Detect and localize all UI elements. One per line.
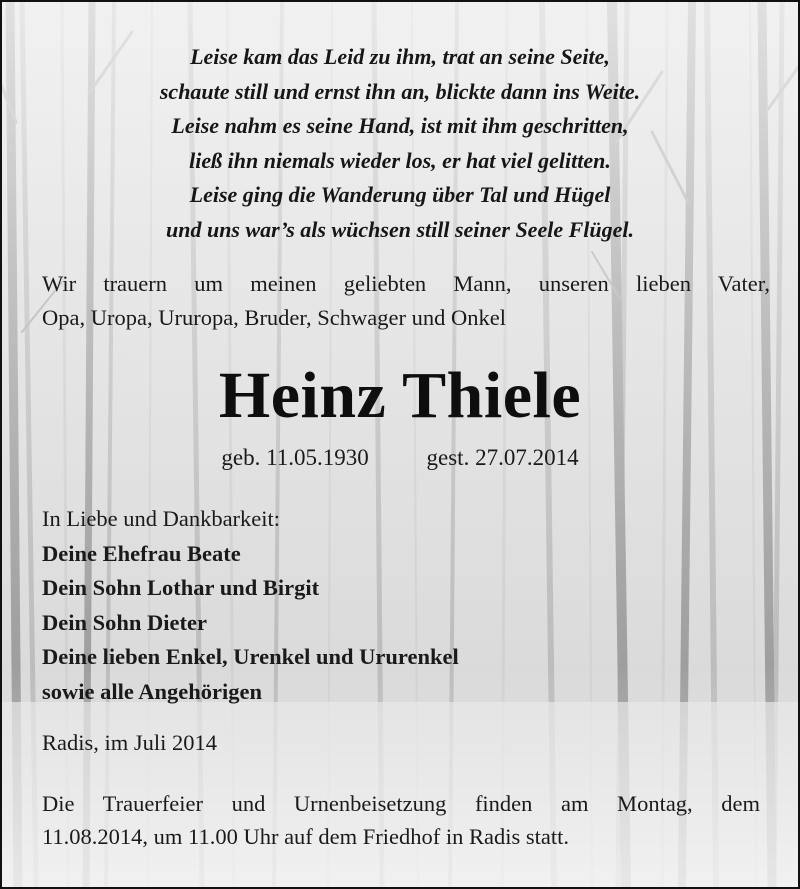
poem-line: ließ ihn niemals wieder los, er hat viel gelitten. — [189, 147, 611, 173]
intro-line: Opa, Uropa, Ururopa, Bruder, Schwager und Onkel — [42, 305, 506, 330]
service-line: 11.08.2014, um 11.00 Uhr auf dem Friedhof in Radis statt. — [42, 824, 570, 849]
mourner-entry: Deine Ehefrau Beate — [42, 540, 241, 566]
intro-line: Wir trauern um meinen geliebten Mann, unseren lieben Vater, — [42, 271, 770, 296]
death-date: gest. 27.07.2014 — [426, 445, 579, 470]
memorial-poem — [2, 40, 798, 247]
mourner-entry: Dein Sohn Lothar und Birgit — [42, 575, 320, 600]
poem-line: schaute still und ernst ihn an, blickte dann ins Weite. — [159, 78, 641, 104]
mourner-entry: Deine lieben Enkel, Urenkel und Ururenkel — [42, 644, 459, 669]
poem-line: Leise kam das Leid zu ihm, trat an seine Seite, — [190, 44, 610, 69]
mourning-intro — [42, 267, 770, 335]
service-line: Die Trauerfeier und Urnenbeisetzung finden am Montag, dem — [42, 791, 760, 816]
mourner-entry: sowie alle Angehörigen — [42, 678, 262, 704]
poem-line: Leise ging die Wanderung über Tal und Hügel — [189, 182, 611, 207]
mourners-block — [42, 502, 742, 709]
funeral-service-info — [42, 787, 760, 853]
poem-line: und uns war’s als wüchsen still seiner Seele Flügel. — [165, 216, 634, 242]
poem-line: Leise nahm es seine Hand, ist mit ihm geschritten, — [171, 113, 629, 138]
birth-date: geb. 11.05.1930 — [221, 445, 369, 470]
deceased-name: Heinz Thiele — [218, 359, 582, 432]
life-dates — [2, 445, 798, 471]
mourner-entry: Dein Sohn Dieter — [42, 609, 207, 635]
place-and-date: Radis, im Juli 2014 — [42, 730, 218, 755]
mourners-heading: In Liebe und Dankbarkeit: — [42, 506, 281, 531]
